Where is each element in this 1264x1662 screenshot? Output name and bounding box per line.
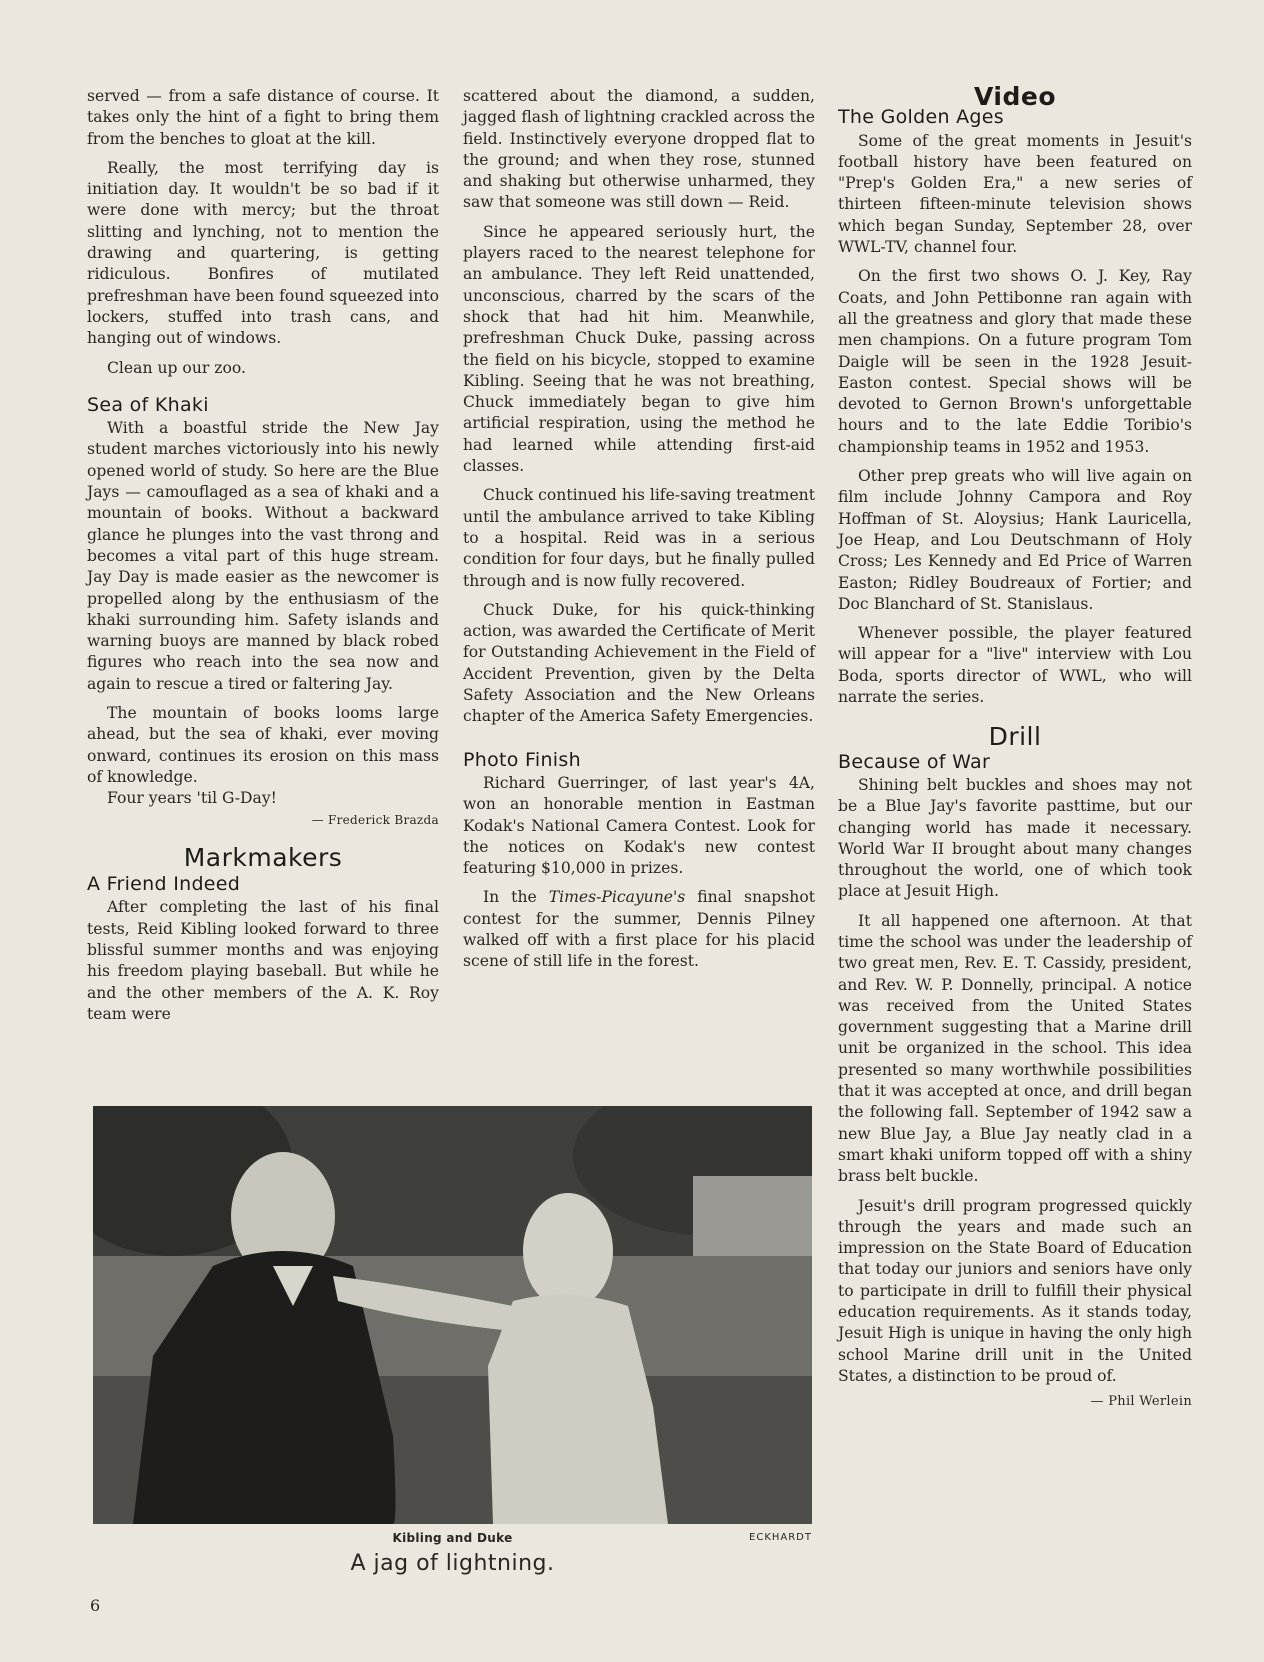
photo-finish-heading: Photo Finish	[463, 748, 581, 771]
photo-p2-pre: In the	[483, 888, 549, 907]
col1-paragraph-3: Clean up our zoo.	[107, 358, 246, 377]
sea-paragraph-2: The mountain of books looms large ahead, but the sea of khaki, ever moving onward, continues its erosion on this mass of knowledge.	[87, 704, 439, 786]
col1-paragraph-1: served — from a safe distance of course. It takes only the hint of a fight to bring them from the benches to gloat at the kill.	[87, 87, 439, 148]
because-of-war-heading: Because of War	[838, 750, 991, 773]
photo-paragraph-1: Richard Guerringer, of last year's 4A, won an honorable mention in Eastman Kodak's National Camera Contest. Look for the notices on Kodak's new contest featuring $10,000 in prizes.	[463, 773, 815, 878]
video-paragraph-2: On the first two shows O. J. Key, Ray Coats, and John Pettibonne ran again with all the greatness and glory that made these men champions. On a future program Tom Daigle will be seen in the 1928 Jesuit-Easton contest. Special shows will be devoted to Gernon Brown's unforgettable hours and to the late Eddie Toribio's championship teams in 1952 and 1953.	[838, 267, 1192, 456]
col2-paragraph-1: scattered about the diamond, a sudden, jagged flash of lightning crackled across the field. Instinctively everyone dropped flat to the ground; and when they rose, stunned and shaking but otherwise unharmed, they saw that someone was still down — Reid.	[463, 87, 815, 212]
video-paragraph-4: Whenever possible, the player featured will appear for a "live" interview with Lou Boda, sports director of WWL, who will narrate the series.	[838, 624, 1192, 707]
photo-caption-names: Kibling and Duke	[392, 1531, 513, 1545]
photo-caption-line: A jag of lightning.	[350, 1551, 555, 1576]
drill-heading: Drill	[988, 722, 1042, 752]
friend-paragraph-1: After completing the last of his final tests, Reid Kibling looked forward to three blissful summer months and was enjoying his freedom playing baseball. But while he and the other members of the A. K. Roy team were	[87, 898, 439, 1023]
drill-paragraph-3: Jesuit's drill program progressed quickly through the years and made such an impression on the State Board of Education that today our juniors and seniors have only to participate in drill to fulfill their physical education requirements. As it stands today, Jesuit High is unique in having the only high school Marine drill unit in the United States, a distinction to be proud of.	[838, 1196, 1192, 1385]
photo-credit: ECKHARDT	[749, 1532, 812, 1543]
column-2	[463, 86, 815, 981]
video-paragraph-3: Other prep greats who will live again on film include Johnny Campora and Roy Hoffman of St. Aloysius; Hank Lauricella, Joe Heap, and Lou Deutschmann of Holy Cross; Les Kennedy and Ed Price of Warren Easton; Ridley Boudreaux of Fortier; and Doc Blanchard of St. Stanislaus.	[838, 467, 1192, 613]
col2-paragraph-4: Chuck Duke, for his quick-thinking action, was awarded the Certificate of Merit for Outstanding Achievement in the Field of Accident Prevention, given by the Delta Safety Association and the New Orleans chapter of the America Safety Emergencies.	[463, 600, 815, 726]
photo-illustration	[93, 1106, 812, 1524]
photo-p2-post: final snapshot contest for the summer, Dennis Pilney walked off with a first place for his placid scene of still life in the forest.	[463, 888, 815, 971]
byline-brazda: — Frederick Brazda	[311, 812, 439, 827]
photo-paragraph-2	[463, 887, 815, 972]
byline-werlein: — Phil Werlein	[1090, 1394, 1192, 1410]
column-1	[87, 86, 439, 1033]
video-heading: Video	[973, 82, 1056, 111]
photo-kibling-and-duke	[93, 1106, 812, 1524]
photo-caption-row	[93, 1531, 812, 1549]
col1-paragraph-2: Really, the most terrifying day is initiation day. It wouldn't be so bad if it were done with mercy; but the throat slitting and lynching, not to mention the drawing and quartering, is getting ridiculous. Bonfires of mutilated prefreshman have been found squeezed into lockers, stuffed into trash cans, and hanging out of windows.	[87, 158, 439, 348]
markmakers-heading: Markmakers	[183, 842, 343, 872]
col2-paragraph-2: Since he appeared seriously hurt, the players raced to the nearest telephone for an ambulance. They left Reid unattended, unconscious, charred by the scars of the shock that had hit him. Meanwhile, prefreshman Chuck Duke, passing across the field on his bicycle, stopped to examine Kibling. Seeing that he was not breathing, Chuck immediately began to give him artificial respiration, using the method he had learned while attending first-aid classes.	[463, 222, 815, 476]
col2-paragraph-3: Chuck continued his life-saving treatment until the ambulance arrived to take Kibling to a hospital. Reid was in a serious condition for four days, but he finally pulled through and is now fully recovered.	[463, 486, 815, 590]
page-number: 6	[90, 1596, 101, 1615]
sea-paragraph-1: With a boastful stride the New Jay student marches victoriously into his newly opened world of study. So here are the Blue Jays — camouflaged as a sea of khaki and a mountain of books. Without a backward glance he plunges into the vast throng and becomes a vital part of this huge stream. Jay Day is made easier as the newcomer is propelled along by the enthusiasm of the khaki surrounding him. Safety islands and warning buoys are manned by black robed figures who reach into the sea now and again to rescue a tired or faltering Jay.	[87, 419, 439, 693]
sea-of-khaki-heading: Sea of Khaki	[87, 393, 209, 416]
golden-ages-heading: The Golden Ages	[838, 106, 1004, 129]
column-3	[838, 82, 1192, 1413]
sea-paragraph-3: Four years 'til G-Day!	[107, 789, 277, 808]
drill-paragraph-2: It all happened one afternoon. At that time the school was under the leadership of two great men, Rev. E. T. Cassidy, president, and Rev. W. P. Donnelly, principal. A notice was received from the United States government suggesting that a Marine drill unit be organized in the school. This idea presented so many worthwhile possibilities that it was accepted at once, and drill began the following fall. September of 1942 saw a new Blue Jay, a Blue Jay neatly clad in a smart khaki uniform topped off with a shiny brass belt buckle.	[838, 911, 1192, 1186]
video-paragraph-1: Some of the great moments in Jesuit's football history have been featured on "Prep's Golden Era," a new series of thirteen fifteen-minute television shows which began Sunday, September 28, over WWL-TV, channel four.	[838, 131, 1192, 257]
drill-paragraph-1: Shining belt buckles and shoes may not be a Blue Jay's favorite pasttime, but our changing world has made it necessary. World War II brought about many changes throughout the world, one of which took place at Jesuit High.	[838, 775, 1192, 901]
friend-indeed-heading: A Friend Indeed	[87, 873, 241, 896]
times-picayune-title: Times-Picayune's	[548, 888, 686, 907]
